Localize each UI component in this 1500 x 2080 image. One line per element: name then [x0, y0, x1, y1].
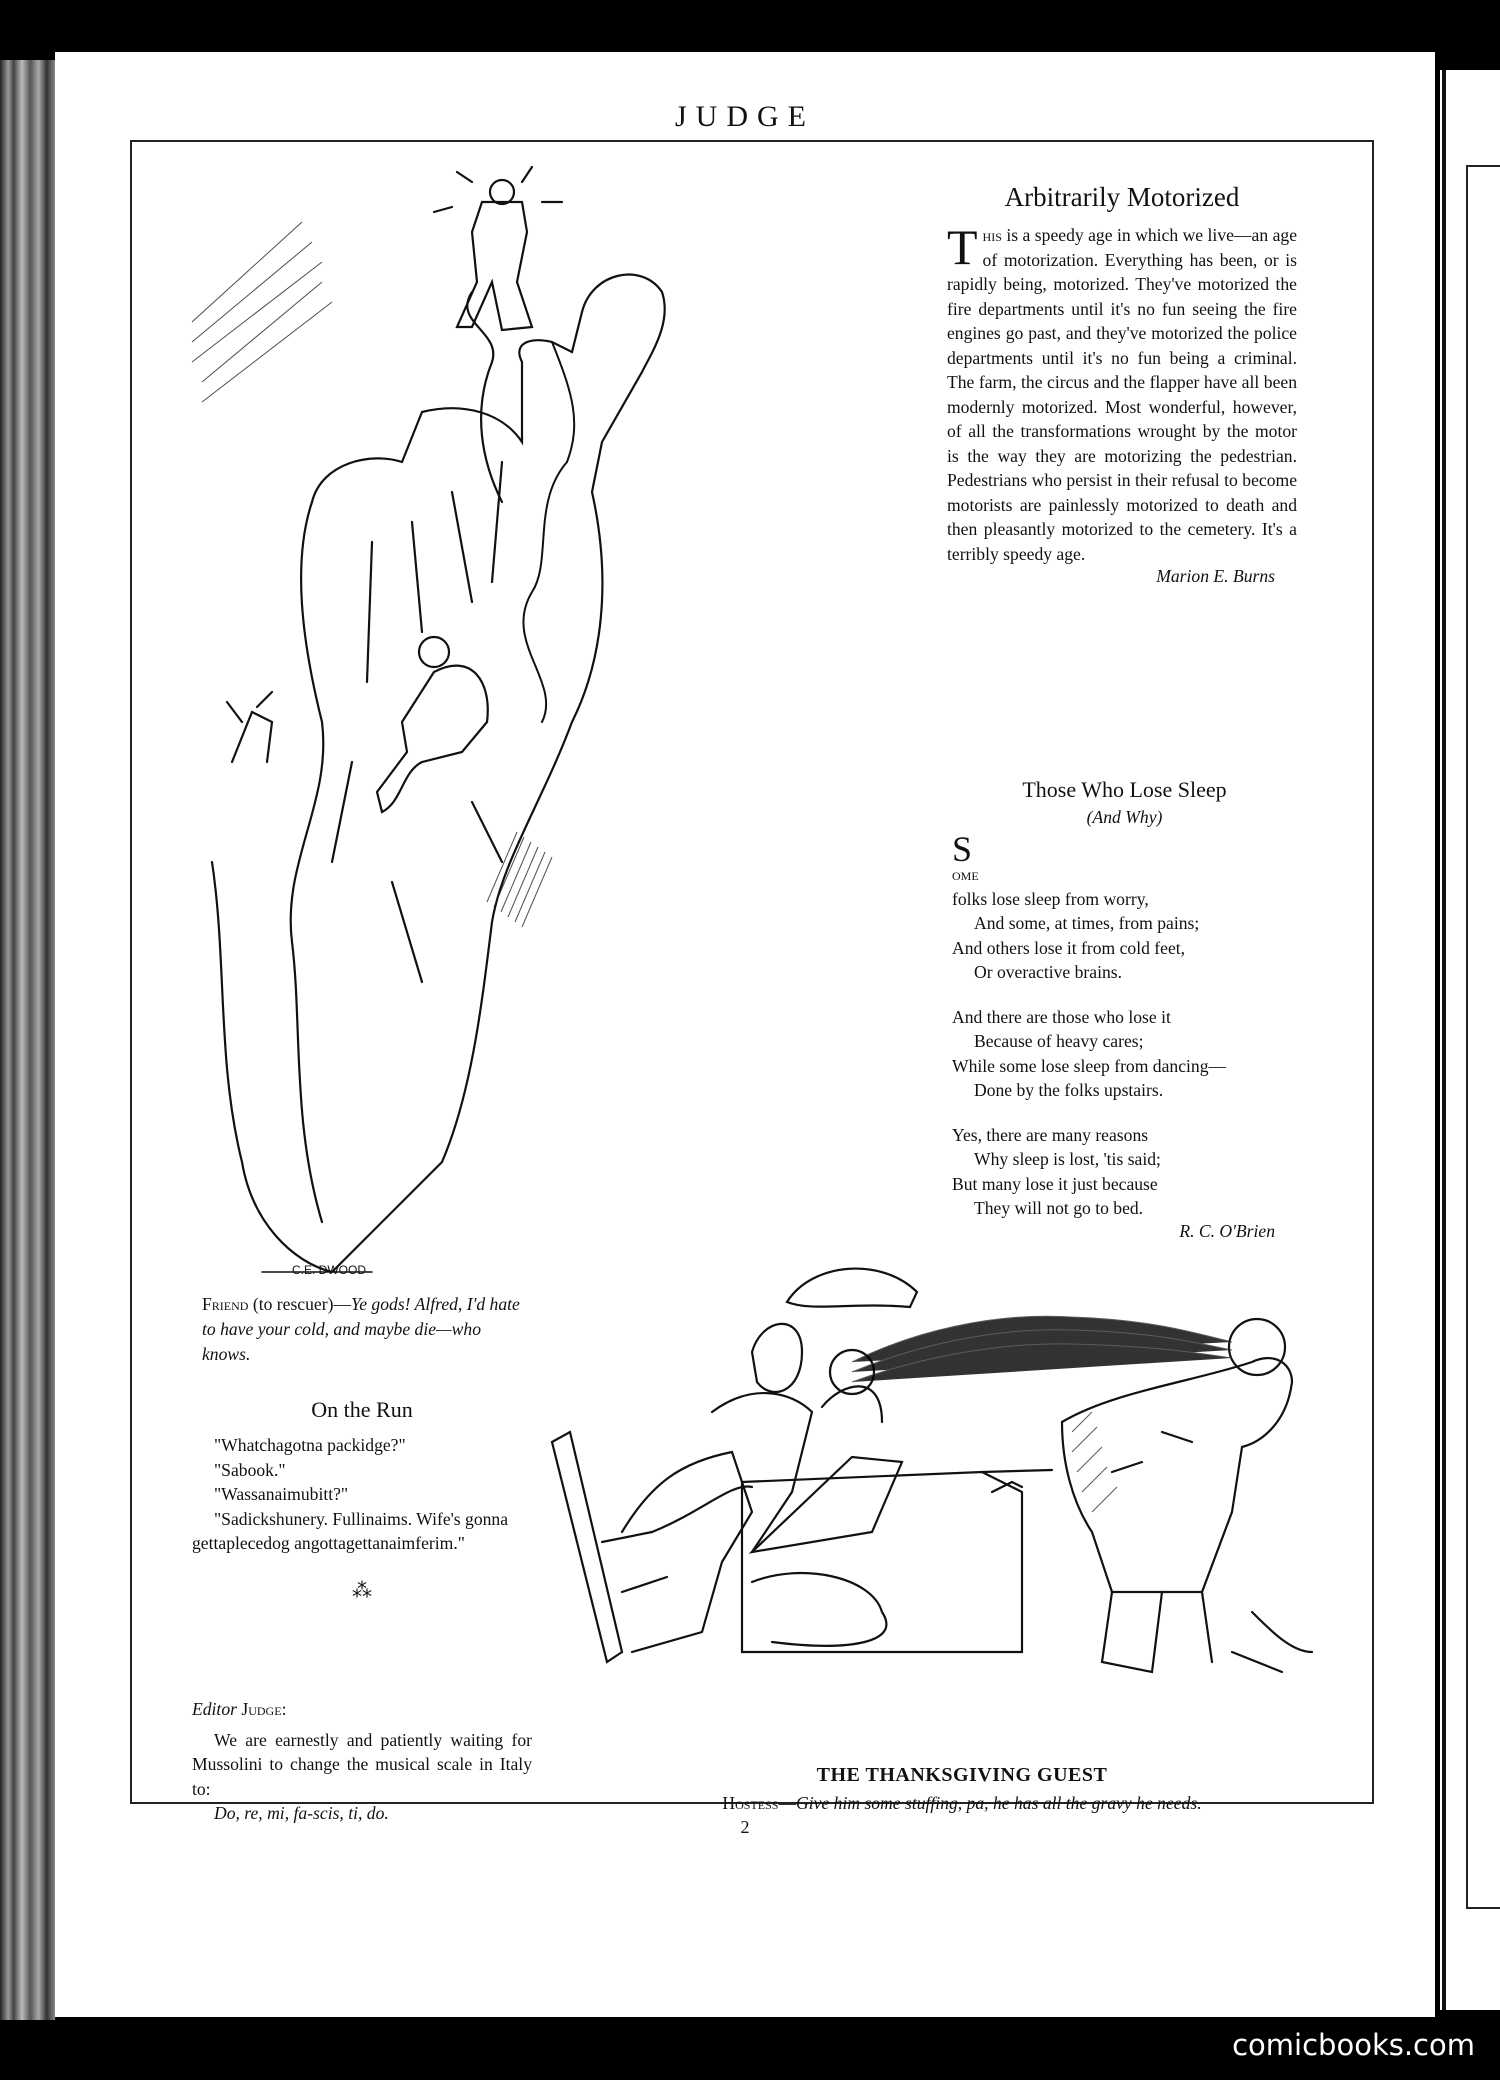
run-dialogue — [192, 1433, 532, 1556]
site-watermark: comicbooks.com — [1232, 2028, 1475, 2062]
poem-line: Or overactive brains. — [974, 962, 1123, 982]
poem-subtitle: (And Why) — [1086, 807, 1163, 827]
page-number: 2 — [740, 1817, 750, 1837]
poem-line: But many lose it just because — [952, 1173, 1158, 1194]
poem-line: folks lose sleep from worry, — [952, 888, 1149, 909]
article-title: Arbitrarily Motorized — [1004, 182, 1240, 212]
letter-body: We are earnestly and patiently waiting for Mussolini to change the musical scale in Italy to: — [192, 1729, 532, 1799]
stanza-3 — [952, 1123, 1297, 1221]
stanza-2 — [952, 1005, 1297, 1103]
poem-title: Those Who Lose Sleep — [1022, 777, 1227, 802]
dialogue-speaker: Hostess — [722, 1793, 779, 1813]
caption-quote: Ye gods! Alfred, I'd hate to have your cold, and maybe die—who knows. — [202, 1294, 520, 1364]
poem-line: Why sleep is lost, 'tis said; — [974, 1149, 1161, 1169]
thanksgiving-dialogue — [577, 1791, 1347, 1816]
letter-salutation — [192, 1697, 532, 1722]
letter-to-editor — [192, 1697, 532, 1826]
dialogue-quote: Give him some stuffing, pa, he has all the gravy he needs. — [796, 1793, 1202, 1813]
dialogue-line: "Whatchagotna packidge?" — [214, 1435, 406, 1455]
poem-those-who-lose-sleep — [952, 777, 1297, 1242]
letter-closing: Do, re, mi, fa-scis, ti, do. — [214, 1803, 389, 1823]
article-on-the-run — [192, 1397, 532, 1621]
dialogue-line: "Sadickshunery. Fullinaims. Wife's gonna gettaplecedog angottagettanaimferim." — [192, 1508, 509, 1553]
poem-line: While some lose sleep from dancing— — [952, 1055, 1227, 1076]
poem-line: And others lose it from cold feet, — [952, 937, 1186, 958]
article-arbitrarily-motorized — [947, 182, 1297, 587]
content-frame — [130, 140, 1374, 1823]
poem-line: Done by the folks upstairs. — [974, 1080, 1164, 1100]
poem-first-word-rest: ome — [952, 864, 979, 884]
poem-line: Yes, there are many reasons — [952, 1124, 1149, 1145]
article-body — [947, 219, 1297, 566]
run-title: On the Run — [311, 1397, 413, 1422]
first-word-rest: his — [982, 225, 1002, 245]
magazine-page — [55, 52, 1435, 2017]
cliff-caption — [202, 1292, 532, 1367]
section-separator: ⁂ — [352, 1579, 372, 1602]
caption-direction: (to rescuer)— — [248, 1294, 352, 1314]
salutation-prefix: Editor — [192, 1699, 237, 1719]
caption-speaker: Friend — [202, 1294, 249, 1314]
thanksgiving-dinner-illustration — [552, 1232, 1342, 1702]
thanksgiving-caption — [577, 1764, 1347, 1816]
thanksgiving-title: THE THANKSGIVING GUEST — [816, 1764, 1108, 1786]
cliff-rescue-illustration — [172, 162, 772, 1302]
salutation-name: Judge — [241, 1699, 282, 1719]
cliff-artist-signature: C.E. DWOOD — [292, 1263, 366, 1277]
poem-drop-cap: S — [952, 829, 973, 869]
poem-byline: R. C. O'Brien — [1179, 1220, 1275, 1241]
dialogue-line: "Wassanaimubitt?" — [214, 1484, 349, 1504]
book-binding — [0, 60, 55, 2020]
stanza-1 — [952, 829, 1297, 985]
adjacent-page-edge — [1440, 70, 1500, 2010]
drop-cap: T — [947, 219, 978, 275]
article-byline: Marion E. Burns — [1156, 566, 1275, 586]
dialogue-dash: — — [778, 1793, 797, 1813]
article-text: is a speedy age in which we live—an age of motorization. Everything has been, or is rapidly being, motorized. They've motorized the fire departments until it's no fun seeing the fire engines go past, and they've motorized the police departments until it's no fun being a criminal. The farm, the circus and the flapper have all been modernly motorized. Most wonderful, however, of all the transformations wrought by the motor is the way they are motorizing the pedestrian. Pedestrians who persist in their refusal to become motorists are painlessly motorized to death and then pleasantly motorized to the cemetery. It's a terribly speedy age. — [947, 225, 1297, 564]
salutation-suffix: : — [281, 1699, 287, 1719]
poem-line: Because of heavy cares; — [974, 1031, 1144, 1051]
poem-line: And there are those who lose it — [952, 1006, 1171, 1027]
poem-line: They will not go to bed. — [974, 1198, 1144, 1218]
poem-line: And some, at times, from pains; — [974, 913, 1200, 933]
dialogue-line: "Sabook." — [214, 1459, 286, 1480]
page-header: JUDGE — [675, 100, 815, 133]
